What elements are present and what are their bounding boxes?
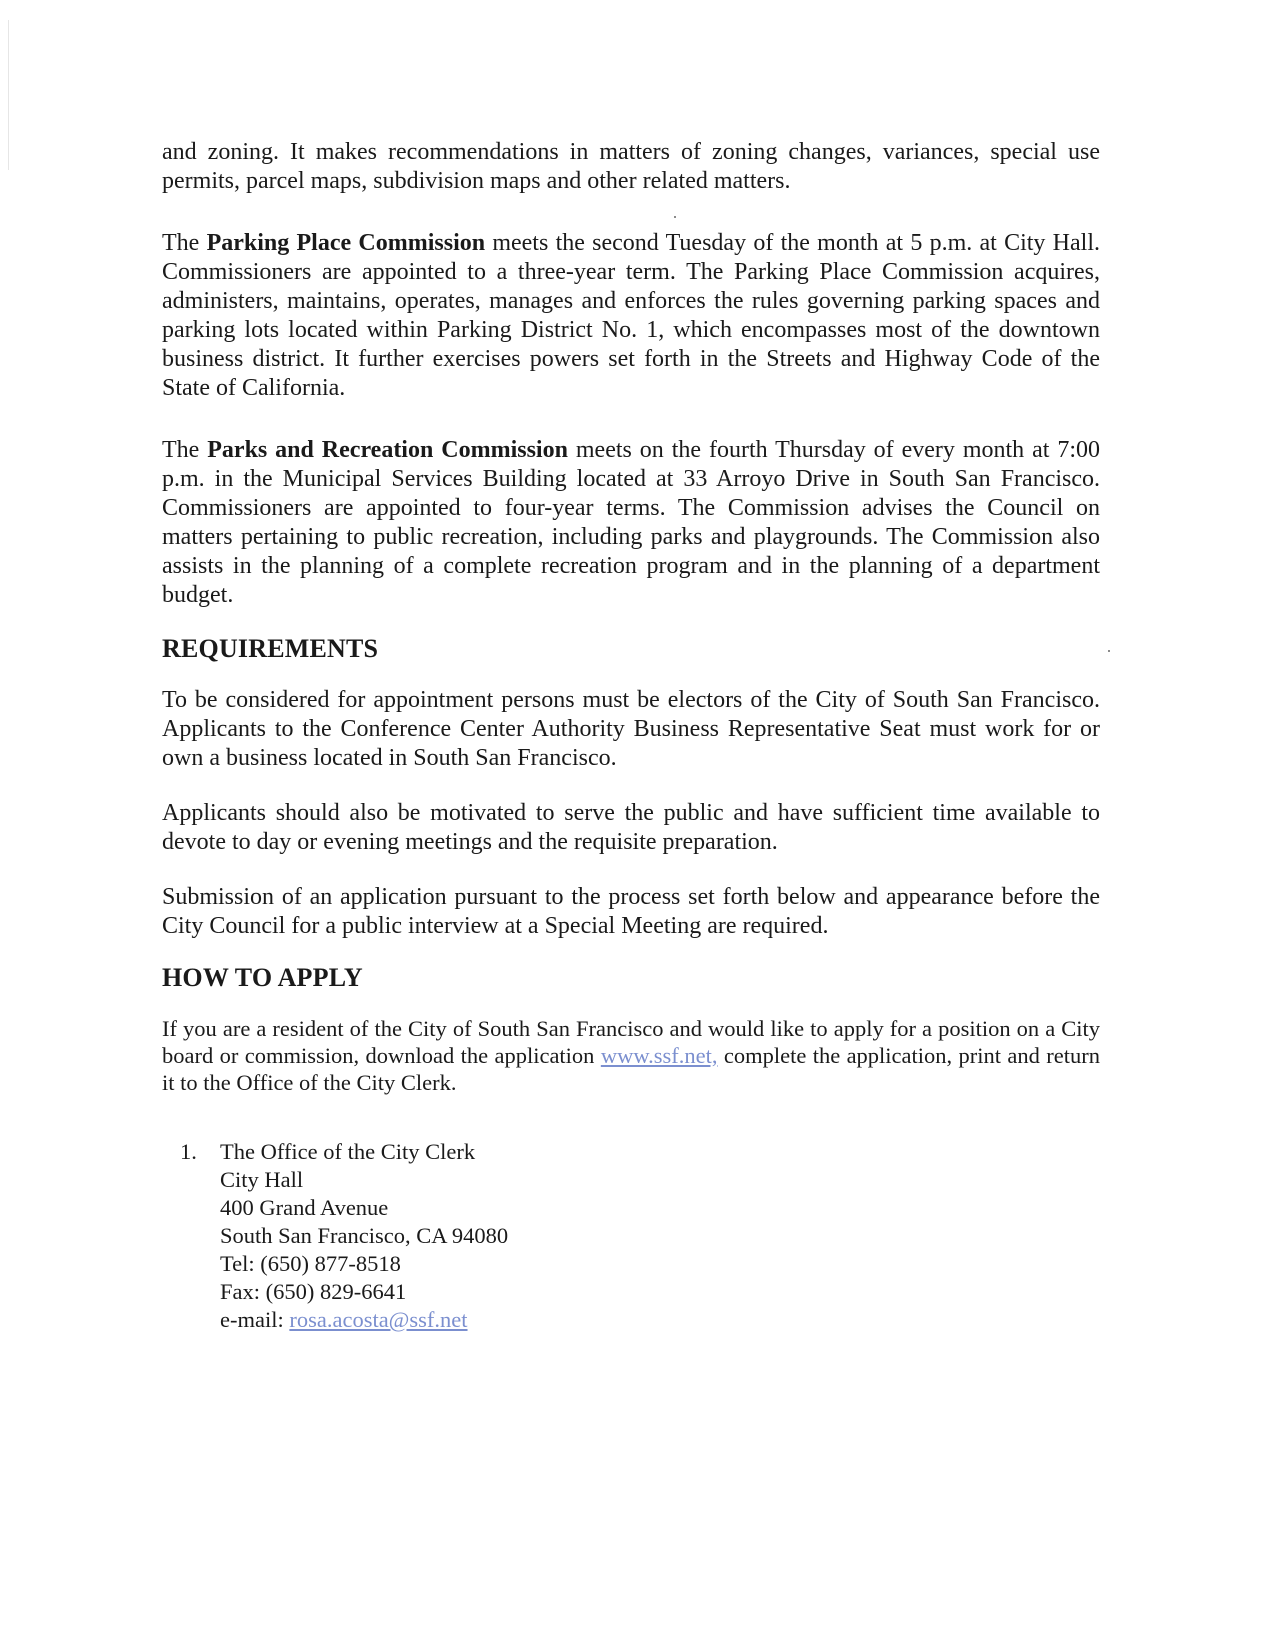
parking-lead: The (162, 230, 207, 256)
requirements-heading: REQUIREMENTS (162, 634, 379, 663)
address-street: 400 Grand Avenue (220, 1195, 389, 1220)
zoning-paragraph-text: and zoning. It makes recommendations in matters of zoning changes, variances, special use permits, parcel maps, subdivision maps and other related matters. (162, 139, 1100, 194)
apply-text-before: If you are a resident of the City of South San Francisco and would like to apply for a position on a City board or commission, download the application (162, 1016, 1100, 1068)
address-city: South San Francisco, CA 94080 (220, 1223, 509, 1248)
parking-commission-name: Parking Place Commission (206, 230, 486, 256)
how-to-apply-heading: HOW TO APPLY (162, 963, 363, 992)
address-email-line (220, 1306, 1118, 1334)
how-to-apply-paragraph (162, 1015, 1100, 1096)
list-number: 1. (180, 1139, 197, 1164)
scan-edge-mark (8, 20, 9, 170)
ssf-website-link[interactable]: www.ssf.net, (600, 1043, 718, 1068)
requirements-paragraph-submission: Submission of an application pursuant to the process set forth below and appearance before the City Council for a public interview at a Special Meeting are required. (162, 884, 1100, 939)
document-page (162, 138, 1100, 1334)
scan-speck (1108, 650, 1110, 652)
requirements-paragraph-motivation: Applicants should also be motivated to serve the public and have sufficient time available to devote to day or evening meetings and the requisite preparation. (162, 800, 1100, 855)
address-fax: Fax: (650) 829-6641 (220, 1279, 407, 1304)
parks-commission-name: Parks and Recreation Commission (207, 437, 568, 463)
parks-description: meets on the fourth Thursday of every month at 7:00 p.m. in the Municipal Services Building located at 33 Arroyo Drive in South San Francisco. Commissioners are appointed to four-year terms. The Commission advises the Council on matters pertaining to public recreation, including parks and playgrounds. The Commission also assists in the planning of a complete recreation program and in the planning of a department budget. (162, 437, 1101, 608)
email-label: e-mail: (220, 1307, 290, 1332)
parking-commission-paragraph (162, 229, 1100, 403)
apply-text-after: complete the application, print and return it to the Office of the City Clerk. (162, 1043, 1101, 1095)
parks-lead: The (162, 437, 208, 463)
requirements-paragraph-electors: To be considered for appointment persons must be electors of the City of South San Francisco. Applicants to the Conference Center Authority Business Representative Seat must work for or own a business located in South San Francisco. (162, 687, 1100, 771)
address-office: The Office of the City Clerk (220, 1139, 476, 1164)
clerk-address-block (220, 1138, 1118, 1334)
contact-list (180, 1138, 1118, 1334)
address-building: City Hall (220, 1167, 304, 1192)
parks-commission-paragraph (162, 436, 1100, 610)
clerk-email-link[interactable]: rosa.acosta@ssf.net (289, 1307, 468, 1332)
list-item (180, 1138, 1118, 1334)
parking-description: meets the second Tuesday of the month at 5 p.m. at City Hall. Commissioners are appointed to a three-year term. The Parking Place Commission acquires, administers, maintains, operates, manages and enforces the rules governing parking spaces and parking lots located within Parking District No. 1, which encompasses most of the downtown business district. It further exercises powers set forth in the Streets and Highway Code of the State of California. (162, 230, 1100, 401)
zoning-paragraph (162, 138, 1100, 196)
address-phone: Tel: (650) 877-8518 (220, 1251, 401, 1276)
